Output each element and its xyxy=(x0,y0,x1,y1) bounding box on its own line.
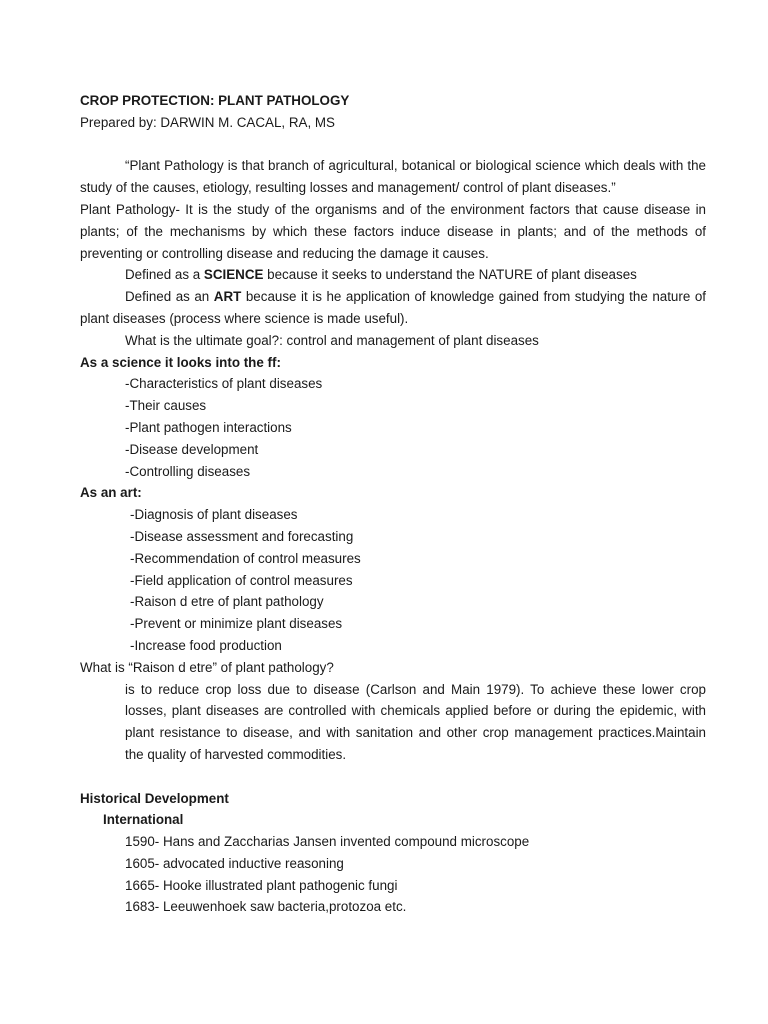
document-title: CROP PROTECTION: PLANT PATHOLOGY xyxy=(80,93,350,108)
raison-question: What is “Raison d etre” of plant pathology? xyxy=(80,659,334,675)
definition-quote: “Plant Pathology is that branch of agricultural, botanical or biological science which deals with the study of the causes, etiology, resulting losses and management/ control of plant diseases.” xyxy=(80,158,706,196)
art-suffix: because it is he application of knowledge gained from studying the nature of plant diseases (process where science is made useful). xyxy=(80,289,706,326)
history-list xyxy=(80,831,706,918)
raison-answer: is to reduce crop loss due to disease (Carlson and Main 1979). To achieve these lower crop losses, plant diseases are controlled with chemicals applied before or during the epidemic, with plant resistance to disease, and with sanitation and other crop management practices.Maintain the quality of harvested commodities. xyxy=(125,681,706,762)
blank-line xyxy=(80,766,706,788)
science-prefix: Defined as a xyxy=(125,267,204,283)
list-item: 1590- Hans and Zaccharias Jansen invented compound microscope xyxy=(125,834,530,850)
list-item: -Diagnosis of plant diseases xyxy=(130,507,298,523)
list-item: 1683- Leeuwenhoek saw bacteria,protozoa etc. xyxy=(125,899,407,915)
blank-line xyxy=(80,134,706,156)
art-prefix: Defined as an xyxy=(125,289,214,305)
list-item: -Increase food production xyxy=(130,637,282,653)
list-item: -Raison d etre of plant pathology xyxy=(130,594,324,610)
list-item: 1605- advocated inductive reasoning xyxy=(125,855,344,871)
science-keyword: SCIENCE xyxy=(203,267,264,283)
science-list xyxy=(80,373,706,482)
history-heading: Historical Development xyxy=(80,790,229,806)
art-definition xyxy=(80,286,706,330)
list-item: 1665- Hooke illustrated plant pathogenic fungi xyxy=(125,877,398,893)
art-keyword: ART xyxy=(213,289,242,305)
list-item: -Plant pathogen interactions xyxy=(125,419,292,435)
list-item: -Field application of control measures xyxy=(130,572,353,588)
art-list xyxy=(80,504,706,657)
science-definition xyxy=(80,264,706,286)
list-item: -Recommendation of control measures xyxy=(130,550,361,566)
art-heading: As an art: xyxy=(80,485,142,501)
science-heading: As a science it looks into the ff: xyxy=(80,354,281,370)
author-line: Prepared by: DARWIN M. CACAL, RA, MS xyxy=(80,114,335,130)
ultimate-goal: What is the ultimate goal?: control and management of plant diseases xyxy=(125,332,539,348)
list-item: -Controlling diseases xyxy=(125,463,251,479)
list-item: -Characteristics of plant diseases xyxy=(125,376,323,392)
science-suffix: because it seeks to understand the NATURE of plant diseases xyxy=(263,267,637,283)
list-item: -Disease assessment and forecasting xyxy=(130,528,354,544)
list-item: -Their causes xyxy=(125,398,207,414)
document-page xyxy=(80,90,706,918)
list-item: -Prevent or minimize plant diseases xyxy=(130,616,343,632)
history-subheading: International xyxy=(103,812,184,828)
definition-paragraph: Plant Pathology- It is the study of the organisms and of the environment factors that cause disease in plants; of the mechanisms by which these factors induce disease in plants; and of the methods of preventing or controlling disease and reducing the damage it causes. xyxy=(80,201,706,261)
list-item: -Disease development xyxy=(125,441,259,457)
